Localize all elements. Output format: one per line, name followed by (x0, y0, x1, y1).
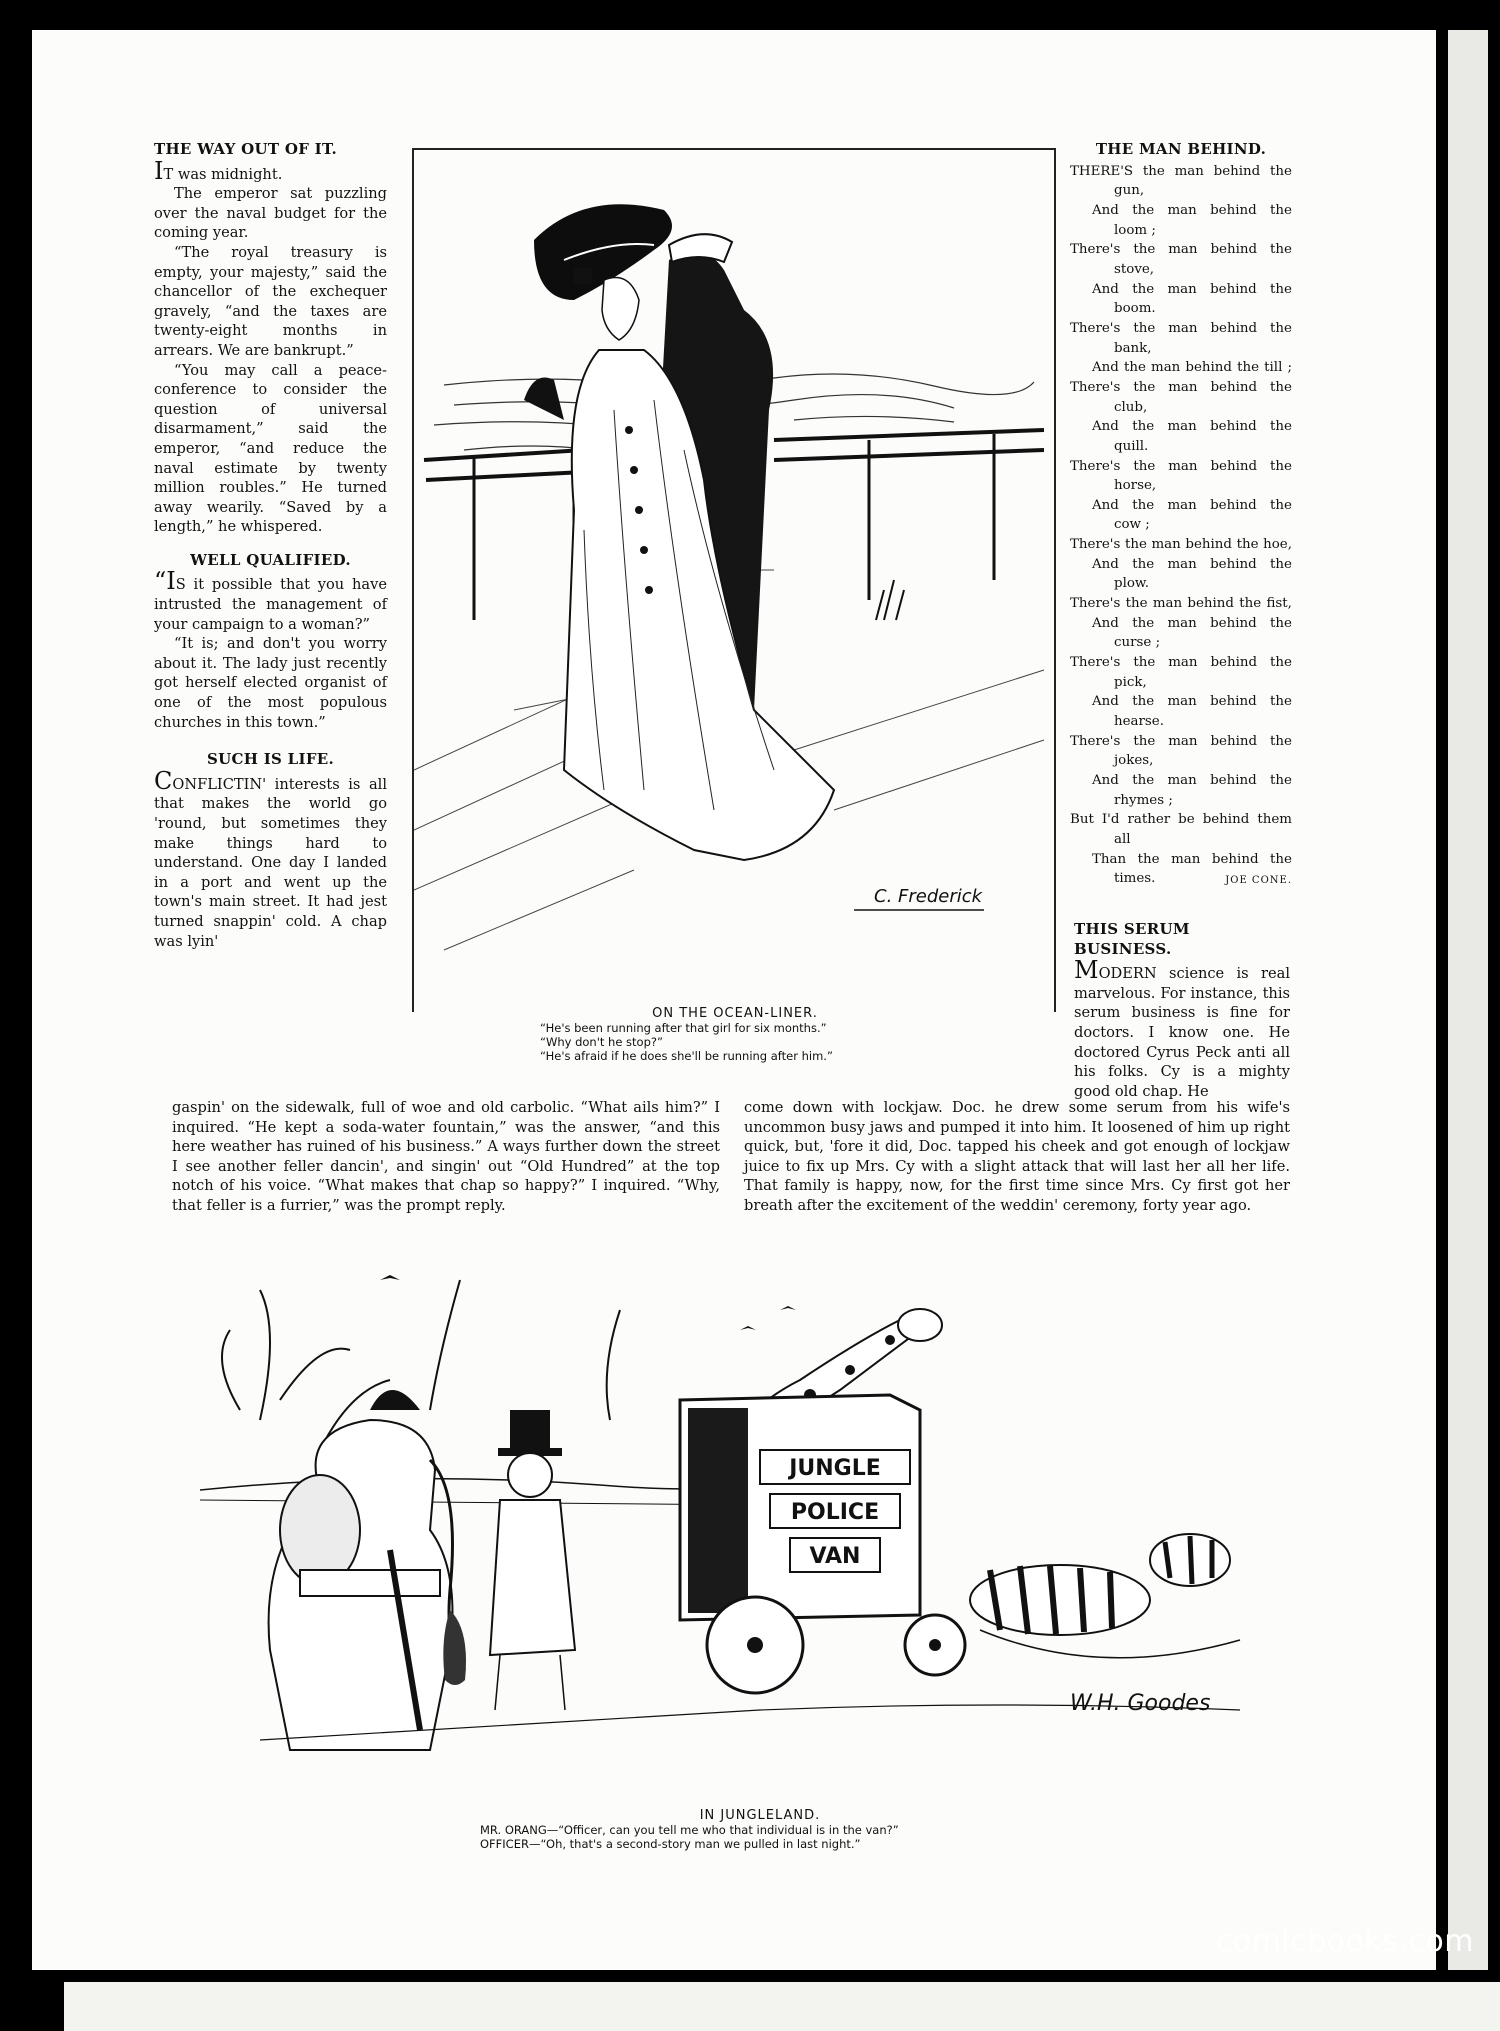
poem-line: There's the man behind the (1070, 320, 1292, 336)
such-is-life-continued: gaspin' on the sidewalk, full of woe and old carbolic. “What ails him?” I inquired. “He kept a soda-water fountain,” was the answer, “and this here weather has ruined of his business.” A ways further down the street I see another feller dancin', and singin' out “Old Hundred” at the top notch of his voice. “What makes that chap so happy?” I inquired. “Why, that feller is a furrier,” was the prompt reply. (172, 1099, 720, 1214)
illustration-signature: C. Frederick (874, 886, 983, 907)
serum-business-article (1074, 920, 1290, 1101)
van-word-police: POLICE (790, 1500, 880, 1525)
poem-line: There's the man behind the (1070, 379, 1292, 395)
poem-line-continuation: curse ; (1114, 635, 1161, 651)
paragraph: MODERN science is real marvelous. For instance, this serum business is fine for doctors. I know one. He doctored Cyrus Peck anti all his folks. Cy is a mighty good old chap. He (1074, 956, 1290, 1100)
jungleland-caption (480, 1808, 1040, 1851)
poem-author: JOE CONE. (1225, 874, 1292, 886)
poem-line-continuation: bank, (1114, 340, 1152, 356)
poem-line-continuation: rhymes ; (1114, 792, 1173, 808)
poem-line: And the man behind the (1092, 556, 1292, 572)
poem-line: There's the man behind the (1070, 655, 1292, 671)
poem-line: And the man behind the (1092, 694, 1292, 710)
caption-line: OFFICER—“Oh, that's a second-story man we pulled in last night.” (480, 1837, 861, 1851)
poem-line: There's the man behind the fist, (1070, 596, 1292, 612)
paragraph: “It is; and don't you worry about it. The lady just recently got herself elected organist of one of the most populous churches in this town.” (154, 635, 387, 731)
poem-line: There's the man behind the hoe, (1070, 537, 1292, 553)
poem-line-continuation: times. (1114, 871, 1156, 887)
caption-line: “He's been running after that girl for six months.” (540, 1021, 827, 1035)
poem-the-man-behind (1070, 140, 1292, 891)
poem-line-continuation: jokes, (1114, 753, 1154, 769)
poem-line: Than the man behind the (1092, 851, 1292, 867)
poem-line-continuation: hearse. (1114, 714, 1164, 730)
poem-line-continuation: cow ; (1114, 517, 1150, 533)
poem-line-continuation: plow. (1114, 576, 1150, 592)
poem-line: There's the man behind the (1070, 242, 1292, 258)
poem-line-continuation: boom. (1114, 301, 1156, 317)
poem-line: And the man behind the till ; (1092, 360, 1292, 376)
next-page-edge (64, 1982, 1500, 2031)
poem-line-continuation: club, (1114, 399, 1148, 415)
caption-title: ON THE OCEAN-LINER. (652, 1006, 818, 1021)
paragraph: “You may call a peace-conference to consider the question of universal disarmament,” said the emperor, “and reduce the naval estimate by twenty million roubles.” He turned away wearily. “Saved by a length,” he whispered. (154, 361, 387, 536)
watermark: comicbooks.com (1215, 1924, 1474, 1959)
headline-such-is-life: SUCH IS LIFE. (206, 750, 335, 769)
poem-line: And the man behind the (1092, 202, 1292, 218)
poem-title: THE MAN BEHIND. (1095, 140, 1267, 158)
poem-line-continuation: loom ; (1114, 222, 1156, 238)
jungleland-cartoon (200, 1270, 1280, 1790)
poem-line: And the man behind the (1092, 773, 1292, 788)
poem-line: And the man behind the (1092, 281, 1292, 297)
poem-line: There's the man behind the (1070, 733, 1292, 749)
headline-way-out: THE WAY OUT OF IT. (154, 140, 338, 158)
poem-line-continuation: all (1114, 831, 1131, 847)
ocean-liner-illustration (414, 150, 1050, 1000)
poem-line: THERE'S the man behind the (1070, 163, 1292, 179)
left-column (154, 140, 387, 951)
poem-line-continuation: horse, (1114, 478, 1157, 494)
van-word-jungle: JUNGLE (789, 1456, 881, 1481)
van-word-van: VAN (809, 1544, 861, 1569)
ocean-liner-caption (540, 1006, 930, 1063)
poem-line: And the man behind the (1092, 497, 1292, 513)
poem-line-continuation: quill. (1114, 438, 1149, 454)
poem-line: And the man behind the (1092, 419, 1292, 435)
poem-line: There's the man behind the (1070, 458, 1292, 474)
serum-business-continued: come down with lockjaw. Doc. he drew some serum from his wife's uncommon busy jaws and pumped it into him. It loosened of him up right quick, but, 'fore it did, Doc. tapped his cheek and got enough of lockjaw juice to fix up Mrs. Cy with a slight attack that will last her all her life. That family is happy, now, for the first time since Mrs. Cy first got her breath after the excitement of the weddin' ceremony, forty year ago. (744, 1099, 1290, 1214)
paragraph: “IS it possible that you have intrusted the management of your campaign to a woman?” (154, 567, 387, 633)
cartoon-signature: W.H. Goodes (1070, 1691, 1211, 1716)
headline-well-qualified: WELL QUALIFIED. (190, 550, 351, 569)
poem-line-continuation: gun, (1114, 183, 1145, 199)
caption-title: IN JUNGLELAND. (699, 1808, 821, 1823)
paragraph: The emperor sat puzzling over the naval budget for the coming year. (154, 185, 387, 242)
poem-line: And the man behind the (1092, 615, 1292, 631)
poem-line-continuation: stove, (1114, 261, 1155, 277)
poem-line: But I'd rather be behind them (1070, 812, 1292, 828)
paragraph: IT was midnight. (154, 156, 283, 185)
caption-line: “He's afraid if he does she'll be running after him.” (540, 1049, 833, 1063)
adjacent-page-edge (1436, 30, 1500, 1970)
caption-line: MR. ORANG—“Officer, can you tell me who that individual is in the van?” (480, 1823, 899, 1837)
paragraph: CONFLICTIN' interests is all that makes the world go 'round, but sometimes they make things hard to understand. One day I landed in a port and went up the town's main street. It had jest turned snappin' cold. A chap was lyin' (154, 766, 387, 950)
paragraph: “The royal treasury is empty, your majesty,” said the chancellor of the exchequer gravely, “and the taxes are twenty-eight months in arrears. We are bankrupt.” (154, 243, 387, 359)
caption-line: “Why don't he stop?” (540, 1035, 663, 1049)
poem-line-continuation: pick, (1114, 674, 1147, 690)
headline-serum-business: THIS SERUM BUSINESS. (1074, 920, 1190, 958)
